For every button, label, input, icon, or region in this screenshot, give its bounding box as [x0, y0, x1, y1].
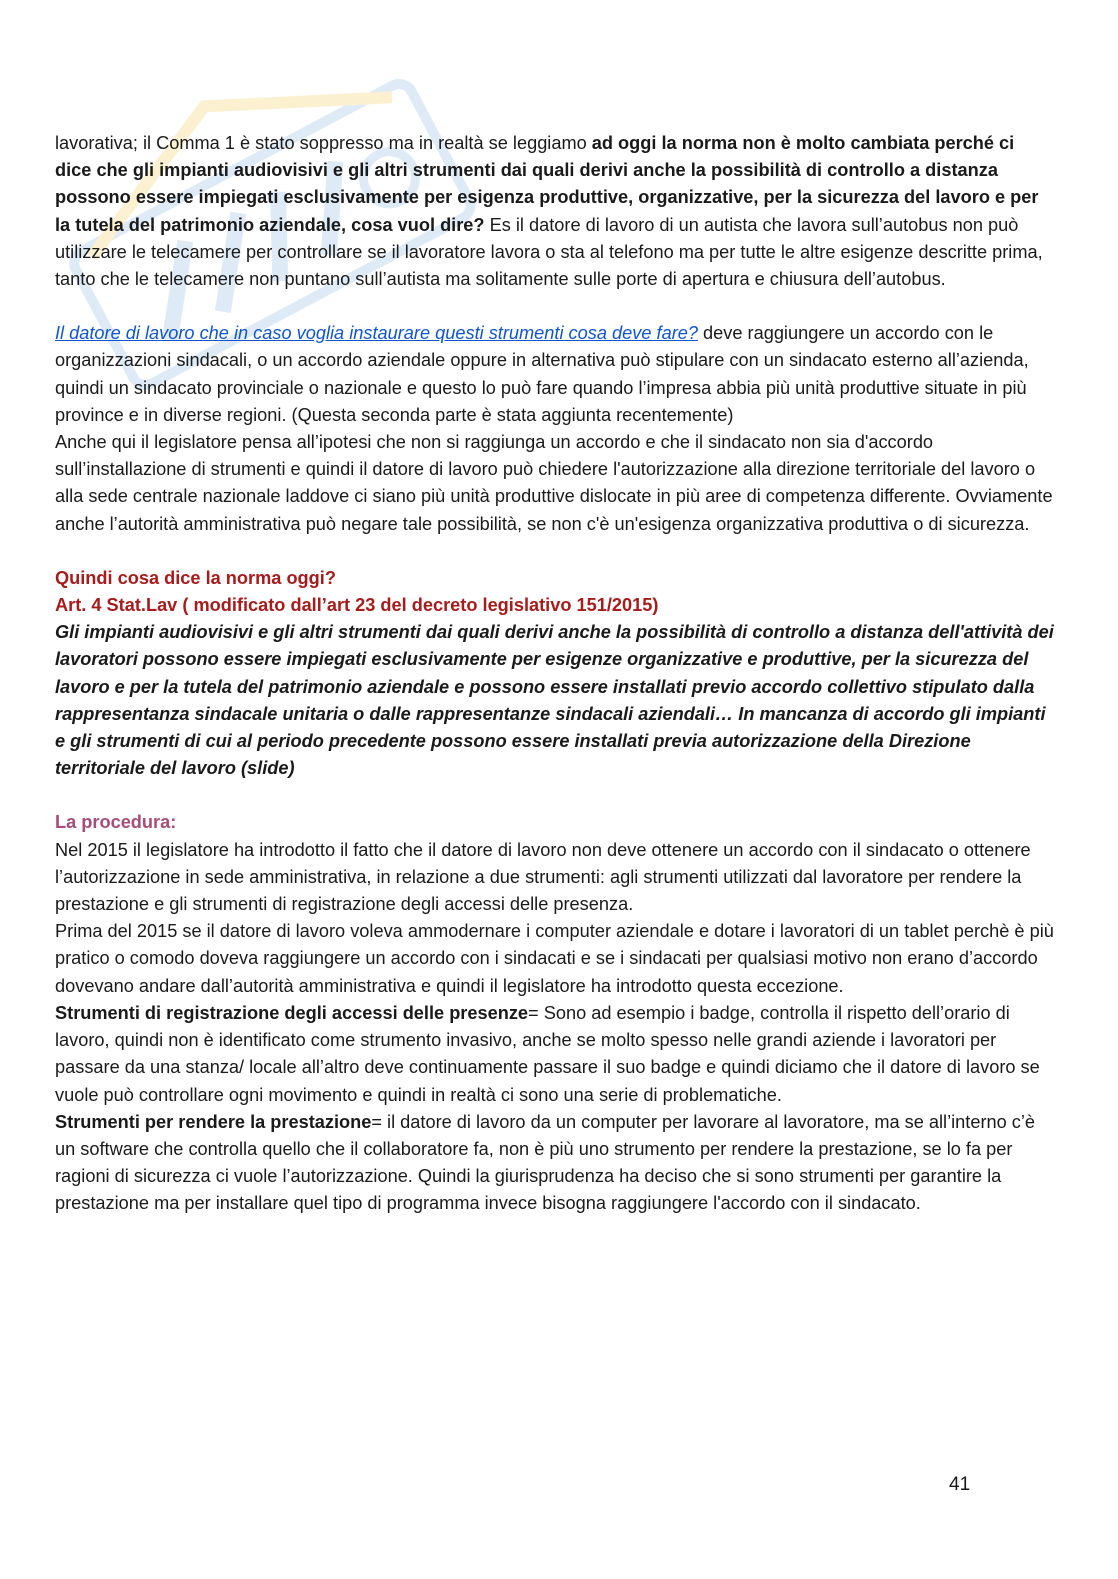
heading-norma-oggi: Quindi cosa dice la norma oggi? — [55, 567, 336, 588]
paragraph-2015: Nel 2015 il legislatore ha introdotto il fatto che il datore di lavoro non deve ottenere un accordo con il sindacato o ottenere l’autorizzazione in sede amministrativa, in relazione a due strumenti: agli strumenti utilizzati dal lavoratore per rendere la prestazione e gli strumenti di registrazione degli accessi delle presenza. — [55, 839, 1031, 915]
bold-run: Strumenti per rendere la prestazione — [55, 1111, 372, 1132]
text-run: Es il datore di lavoro di un autista che lavora sull’autobus non può utilizzare le telecamere per controllare se il lavoratore lavora o sta al telefono ma per tutte le altre esigenze descritte prima, tanto che le telecamere non puntano sull’autista ma solitamente sulle porte di apertura e chiusura dell’autobus. — [55, 214, 1043, 290]
paragraph-registrazione — [55, 1000, 1055, 1109]
question-link[interactable]: Il datore di lavoro che in caso voglia instaurare questi strumenti cosa deve fare? — [55, 323, 698, 344]
document-body — [55, 130, 1055, 1218]
bold-run: Strumenti di registrazione degli accessi delle presenze — [55, 1002, 529, 1023]
text-run: = Sono ad esempio i badge, controlla il rispetto dell’orario di lavoro, quindi non è identificato come strumento invasivo, anche se molto spesso nelle grandi aziende i lavoratori per passare da una stanza/ locale all’altro deve continuamente passare il suo badge e quindi diciamo che il datore di lavoro se vuole può controllare ogni movimento e quindi in realtà ci sono una serie di problematiche. — [55, 1002, 1040, 1105]
paragraph-prestazione — [55, 1109, 1055, 1218]
article-quote: Gli impianti audiovisivi e gli altri strumenti dai quali derivi anche la possibilità di controllo a distanza dell'attività dei lavoratori possono essere impiegati esclusivamente per esigenze organizzative e produttive, per la sicurezza del lavoro e per la tutela del patrimonio aziendale e possono essere installati previo accordo collettivo stipulato dalla rappresentanza sindacale unitaria o dalle rappresentanze sindacali aziendali… In mancanza di accordo gli impianti e gli strumenti di cui al periodo precedente possono essere installati previa autorizzazione della Direzione territoriale del lavoro (slide) — [55, 622, 1054, 779]
page-number: 41 — [949, 1474, 971, 1495]
text-run: deve raggiungere un accordo con le organizzazioni sindacali, o un accordo aziendale oppure in alternativa può stipulare con un sindacato esterno all’azienda, quindi un sindacato provinciale o nazionale e questo lo può fare quando l’impresa abbia più unità produttive situate in più province e in diverse regioni. (Questa seconda parte è stata aggiunta recentemente) — [55, 323, 1029, 425]
heading-procedura: La procedura: — [55, 812, 177, 833]
paragraph-autorizzazione: Anche qui il legislatore pensa all’ipotesi che non si raggiunga un accordo e che il sindacato non sia d'accordo sull’installazione di strumenti e quindi il datore di lavoro può chiedere l'autorizzazione alla direzione territoriale del lavoro o alla sede centrale nazionale laddove ci siano più unità produttive dislocate in più aree di competenza differente. Ovviamente anche l’autorità amministrativa può negare tale possibilità, se non c'è un'esigenza organizzativa produttiva o di sicurezza. — [55, 432, 1053, 534]
paragraph-comma-1 — [55, 130, 1055, 293]
text-run: lavorativa; il Comma 1 è stato soppresso ma in realtà se leggiamo — [55, 133, 592, 153]
text-run: = il datore di lavoro da un computer per lavorare al lavoratore, ma se all’interno c’è un software che controlla quello che il collaboratore fa, non è più uno strumento per rendere la prestazione, se lo fa per ragioni di sicurezza ci vuole l’autorizzazione. Quindi la giurisprudenza ha deciso che si sono strumenti per garantire la prestazione ma per installare quel tipo di programma invece bisogna raggiungere l'accordo con il sindacato. — [55, 1111, 1036, 1214]
paragraph-accordo — [55, 320, 1055, 429]
bold-run: ad oggi la norma non è molto cambiata perché ci dice che gli impianti audiovisivi e gli altri strumenti dai quali derivi anche la possibilità di controllo a distanza possono essere impiegati esclusivamente per esigenza produttive, organizzative, per la sicurezza del lavoro e per la tutela del patrimonio aziendale, cosa vuol dire? — [55, 133, 1039, 235]
paragraph-prima-2015: Prima del 2015 se il datore di lavoro voleva ammodernare i computer aziendale e dotare i lavoratori di un tablet perchè è più pratico o comodo doveva raggiungere un accordo con i sindacati e se i sindacati per qualsiasi motivo non erano d’accordo dovevano andare dall’autorità amministrativa e quindi il legislatore ha introdotto questa eccezione. — [55, 921, 1054, 996]
heading-art-4: Art. 4 Stat.Lav ( modificato dall’art 23 del decreto legislativo 151/2015) — [55, 595, 659, 616]
